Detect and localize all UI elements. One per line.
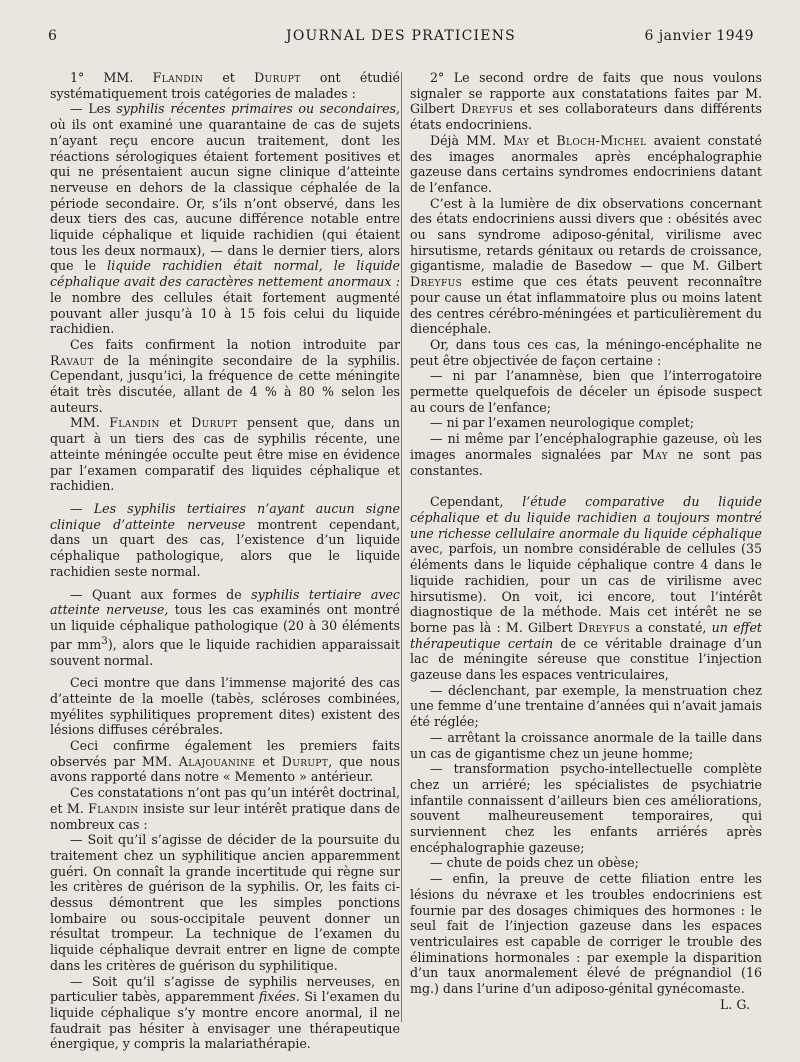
text-run: et xyxy=(529,132,557,148)
text-run: — Les xyxy=(70,101,117,117)
author-name: Dreyfus xyxy=(577,619,631,635)
text-run: — Soit qu’il s’agisse de décider de la poursuite du traitement chez un syphilitique ancien apparemment guéri. On connaît la grande incertitude qui règne sur les critères de guérison de la syphilis. Or, les faits ci-dessus démontrent que les simples ponctions lombaire ou sous-occipitale peuvent donner un résultat trompeur. La technique de l’examen du liquide céphalique devrait entrer en ligne de compte dans les critères de guérison du syphilitique. xyxy=(50,832,400,973)
paragraph xyxy=(410,494,762,682)
author-name: Dreyfus xyxy=(410,274,463,290)
text-run: 1° MM. xyxy=(70,70,153,85)
author-name: Durupt xyxy=(254,70,301,85)
paragraph xyxy=(50,675,400,738)
author-name: Flandin xyxy=(88,800,139,816)
text-run: ), alors que le liquide rachidien apparaissait souvent normal. xyxy=(50,636,400,668)
paragraph xyxy=(50,415,400,494)
paragraph xyxy=(410,683,762,730)
text-run: — enfin, la preuve de cette filiation entre les lésions du névraxe et les troubles endocriniens est fournie par des dosages chimiques des hormones : le seul fait de l’injection gazeuse dans les espaces ventriculaires est capable de corriger le trouble des éliminations hormonales : par exemple la disparition d’un taux anormalement élevé de prégnandiol (16 mg.) dans l’urine d’un adiposo-génital gynécomaste. xyxy=(410,871,762,997)
text-run: — Soit qu’il s’agisse de syphilis nerveuses, en particulier tabès, apparemment xyxy=(50,973,400,1005)
text-run: tous les cas examinés ont montré un liquide céphalique pathologique (20 à 30 éléments par mm xyxy=(50,602,401,652)
text-run: de la méningite secondaire de la syphilis. Cependant, jusqu’ici, la fréquence de cette méningite était très discutée, allant de 4 % à 80 % selon les auteurs. xyxy=(50,352,400,415)
paragraph xyxy=(410,337,762,368)
text-run: 2° Le second ordre de faits que nous voulons signaler se rapporte aux constatations faites par M. Gilbert xyxy=(410,70,762,117)
paragraph xyxy=(50,587,400,669)
author-name: Flandin xyxy=(152,70,204,85)
text-run: — Quant aux formes de xyxy=(70,586,252,602)
text-run: montrent cependant, dans un quart des cas, l’existence d’un liquide céphalique pathologique, alors que le liquide rachidien seste normal. xyxy=(50,516,400,579)
text-run: Cependant, xyxy=(430,494,523,510)
text-run: — xyxy=(70,500,94,516)
author-name: Durupt xyxy=(281,753,329,769)
text-run: ne sont pas constantes. xyxy=(410,446,762,478)
text-run: Ceci montre que dans l’immense majorité des cas d’atteinte de la moelle (tabès, scléroses combinées, myélites syphilitiques proprement dites) existent des lésions diffuses cérébrales. xyxy=(50,675,400,738)
paragraph xyxy=(410,70,762,133)
text-run: Les syphilis tertiaires n’ayant aucun signe clinique d’atteinte nerveuse xyxy=(50,500,400,532)
paragraph xyxy=(410,196,762,337)
author-name: May xyxy=(641,446,669,462)
text-run: syphilis tertiaire avec atteinte nerveuse, xyxy=(50,586,400,618)
paragraph xyxy=(410,871,762,997)
left-column xyxy=(50,70,400,1052)
page-number: 6 xyxy=(48,28,58,44)
author-name: Dreyfus xyxy=(461,101,514,117)
paragraph xyxy=(410,855,762,871)
paragraph xyxy=(50,101,400,337)
text-run: — transformation psycho-intellectuelle complète chez un arriéré; les spécialistes de psychiatrie infantile connaissent d’ailleurs bien ces améliorations, souvent malheureusement temporaires, qui surviennent chez les enfants arriérés après encéphalographie gazeuse; xyxy=(410,761,762,855)
text-run: Ces constatations n’ont pas qu’un intérêt doctrinal, et M. xyxy=(50,785,400,816)
column-divider xyxy=(401,72,402,1022)
text-run: et xyxy=(159,415,192,431)
text-run: le nombre des cellules était fortement augmenté pouvant aller jusqu’à 10 à 15 fois celui du liquide rachidien. xyxy=(50,289,400,337)
page-header xyxy=(48,28,754,48)
text-run: syphilis récentes primaires ou secondaires, xyxy=(116,101,400,117)
author-name: May xyxy=(503,132,530,148)
text-run: Déjà MM. xyxy=(430,132,504,148)
paragraph xyxy=(410,761,762,855)
text-run: et xyxy=(255,753,282,769)
paragraph xyxy=(410,730,762,761)
author-name: Bloch-Michel xyxy=(556,132,647,148)
text-run: et xyxy=(203,70,255,85)
text-run: ont étudié systématiquement trois catégories de malades : xyxy=(50,70,400,101)
text-run: Or, dans tous ces cas, la méningo-encéphalite ne peut être objectivée de façon certaine : xyxy=(410,336,762,368)
author-name: Alajouanine xyxy=(178,753,256,769)
text-run: , que nous avons rapporté dans notre « Memento » antérieur. xyxy=(50,753,400,785)
text-run: — ni par l’anamnèse, bien que l’interrogatoire permette quelquefois de déceler un épisode suspect au cours de l’enfance; xyxy=(410,368,762,415)
paragraph xyxy=(50,785,400,832)
text-run: Ces faits confirment la notion introduite par xyxy=(70,336,400,352)
author-name: Flandin xyxy=(109,415,160,431)
text-run: — ni par l’examen neurologique complet; xyxy=(430,415,694,431)
paragraph xyxy=(50,974,400,1053)
author-name: Ravaut xyxy=(50,352,94,368)
text-run: de ce véritable drainage d’un lac de méningite séreuse que constitue l’injection gazeuse dans les espaces ventriculaires, xyxy=(410,635,762,683)
text-run: — chute de poids chez un obèse; xyxy=(430,855,639,871)
author-signature: L. G. xyxy=(720,996,750,1012)
right-column xyxy=(410,70,762,1012)
paragraph xyxy=(50,70,400,101)
paragraph xyxy=(50,832,400,973)
text-run: Ceci confirme également les premiers faits observés par MM. xyxy=(50,738,400,769)
paragraph xyxy=(410,415,762,431)
paragraph xyxy=(410,368,762,415)
text-run: et ses collaborateurs dans différents états endocriniens. xyxy=(410,101,762,133)
text-run: 3 xyxy=(101,634,108,647)
paragraph xyxy=(50,337,400,416)
paragraph xyxy=(410,133,762,196)
text-run: pensent que, dans un quart à un tiers des cas de syphilis récente, une atteinte méningée occulte peut être mise en évidence par l’examen comparatif des liquides céphalique et rachidien. xyxy=(50,415,400,494)
text-run: Si l’examen du liquide céphalique s’y montre encore anormal, il ne faudrait pas hésiter à envisager une thérapeutique énergique, y compris la malariathérapie. xyxy=(50,989,400,1052)
paragraph xyxy=(50,738,400,785)
journal-title: JOURNAL DES PRATICIENS xyxy=(286,28,516,44)
text-run: — arrêtant la croissance anormale de la taille dans un cas de gigantisme chez un jeune homme; xyxy=(410,729,762,761)
text-run: avaient constaté des images anormales après encéphalographie gazeuse dans certains syndromes endocriniens datant de l’enfance. xyxy=(410,132,762,195)
issue-date: 6 janvier 1949 xyxy=(644,28,754,44)
text-run: a constaté, xyxy=(630,619,712,635)
text-run: — déclenchant, par exemple, la menstruation chez une femme d’une trentaine d’années qui n’avait jamais été réglée; xyxy=(410,682,762,730)
text-run: l’étude comparative du liquide céphalique et du liquide rachidien a toujours montré une richesse cellulaire anormale du liquide céphalique xyxy=(410,494,762,541)
text-run: — ni même par l’encéphalographie gazeuse, où les images anormales signalées par xyxy=(410,431,762,462)
text-run: MM. xyxy=(70,415,110,431)
text-run: avec, parfois, un nombre considérable de cellules (35 éléments dans le liquide céphalique contre 4 dans le liquide rachidien, pour un cas de virilisme avec hirsutisme). On voit, ici encore, tout l’intérêt diagnostique de la méthode. Mais cet intérêt ne se borne pas là : M. Gilbert xyxy=(410,541,762,635)
text-run: un effet thérapeutique certain xyxy=(410,619,762,651)
text-run: C’est à la lumière de dix observations concernant des états endocriniens aussi divers que : obésités avec ou sans syndrome adiposo-génital, virilisme avec hirsutisme, retards génitaux ou retards de croissance, gigantisme, maladie de Basedow — que M. Gilbert xyxy=(410,195,762,274)
paragraph xyxy=(410,431,762,478)
text-run: où ils ont examiné une quarantaine de cas de sujets n’ayant reçu encore aucun traitement, dont les réactions sérologiques étaient fortement positives et qui ne présentaient aucun signe clinique d’atteinte nerveuse en dehors de la classique céphalée de la période secondaire. Or, s’ils n’ont observé, dans les deux tiers des cas, aucune différence notable entre liquide céphalique et liquide rachidien (qui étaient tous les deux normaux), — dans le dernier tiers, alors que le xyxy=(50,117,400,274)
text-run: liquide rachidien était normal, le liquide céphalique avait des caractères nettement anormaux : xyxy=(50,258,401,290)
text-run: fixées. xyxy=(258,989,300,1005)
text-run: estime que ces états peuvent reconnaître pour cause un état inflammatoire plus ou moins latent des centres cérébro-méningées et particulièrement du diencéphale. xyxy=(410,274,762,337)
text-run: insiste sur leur intérêt pratique dans de nombreux cas : xyxy=(50,800,401,832)
author-name: Durupt xyxy=(191,415,238,431)
paragraph xyxy=(50,501,400,580)
